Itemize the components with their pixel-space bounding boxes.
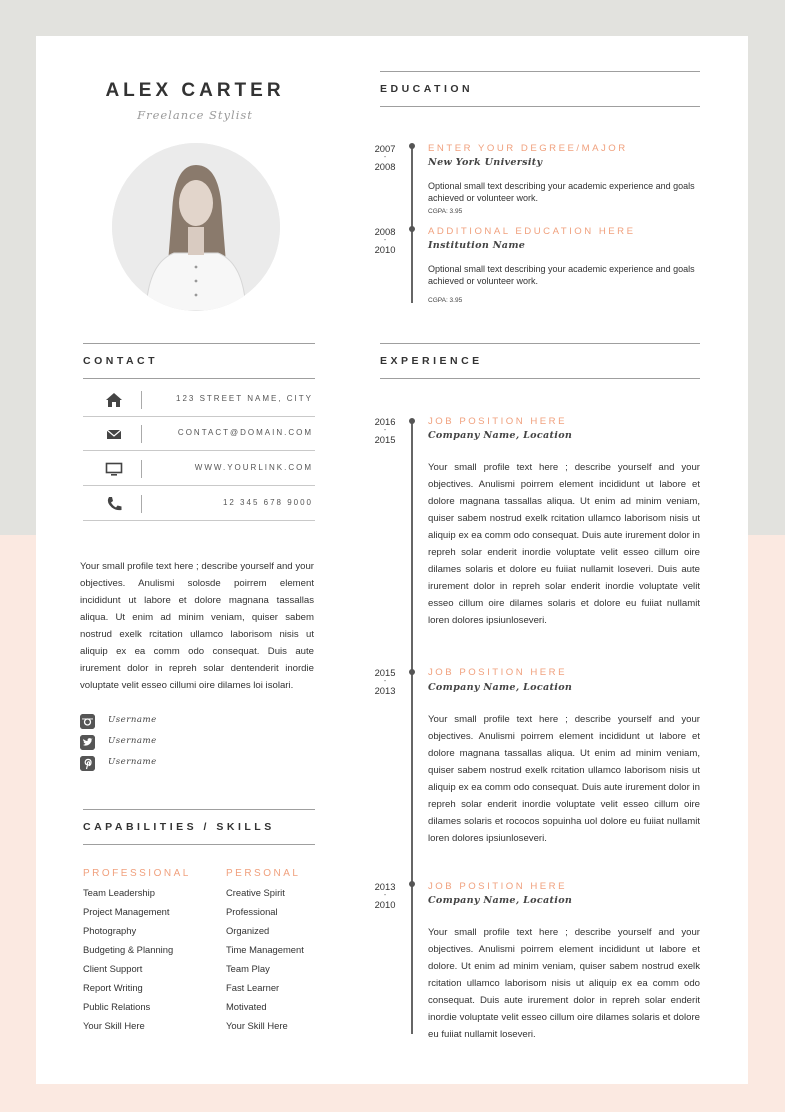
job-description: Your small profile text here ; describe yourself and your objectives. Anulismi poirrem element incididunt ut labore et dolore magnana tassallas aliqua. Ut enim ad minim veniam, quiser sabem nostrud exelk rcitation ullamco laborisom nisis ut aliquip ex ea comm odo consequat. Duis aute irurement dolor in repreh solar enderit inordie voluptate velit esseo cillum oire dilames solaris et rococos sopuinha uol dolore eu fuiiat nullamit loren dolores ipsiunloseveri. [428,714,700,844]
skill-item: Creative Spirit [226,887,285,898]
education-years [368,226,402,255]
skill-item: Team Play [226,963,270,974]
phone-icon [105,496,123,512]
contact-heading [83,343,315,379]
year-dash: - [383,427,387,434]
skill-item: Client Support [83,963,143,974]
education-description: Optional small text describing your academic experience and goals achieved or volunteer work. [428,181,695,203]
year-end: 2010 [374,899,396,910]
degree-title: ADDITIONAL EDUCATION HERE [428,226,636,237]
year-start: 2016 [374,416,396,427]
personal-skill-list [226,883,326,1035]
social-twitter[interactable] [80,735,280,751]
year-start: 2008 [374,226,396,237]
timeline-dot [409,418,415,424]
timeline-dot [409,143,415,149]
skills-heading-label: CAPABILITIES / SKILLS [83,821,275,833]
year-dash: - [383,237,387,244]
company-name: Company Name, Location [428,682,573,693]
experience-heading [380,343,700,379]
pinterest-icon [80,756,95,771]
education-years [368,143,402,172]
skill-item: Team Leadership [83,887,155,898]
instagram-username: Username [108,715,157,725]
gpa-value: CGPA: 3.95 [428,208,463,215]
divider [141,460,142,478]
year-start: 2007 [374,143,396,154]
skill-item: Organized [226,925,270,936]
skill-item: Report Writing [83,982,143,993]
skill-item: Your Skill Here [226,1020,288,1031]
skill-item: Public Relations [83,1001,151,1012]
contact-row-phone [83,487,315,521]
job-title: JOB POSITION HERE [428,881,567,892]
skill-item: Professional [226,906,278,917]
company-name: Company Name, Location [428,895,573,906]
divider [141,425,142,443]
social-instagram[interactable] [80,714,280,730]
professional-skills [83,868,213,1035]
mail-icon [105,426,123,442]
skill-item: Project Management [83,906,170,917]
education-heading [380,71,700,107]
skill-item: Your Skill Here [83,1020,145,1031]
twitter-username: Username [108,736,157,746]
education-heading-label: EDUCATION [380,83,474,95]
gpa-value: CGPA: 3.95 [428,297,463,304]
experience-timeline [411,420,413,1034]
education-description: Optional small text describing your academic experience and goals achieved or volunteer work. [428,264,695,286]
person-name: ALEX CARTER [105,80,285,101]
divider [141,391,142,409]
personal-heading: PERSONAL [226,868,301,879]
personal-skills [226,868,326,1035]
degree-title: ENTER YOUR DEGREE/MAJOR [428,143,628,154]
address-value: 123 STREET NAME, CITY [176,394,313,403]
timeline-dot [409,226,415,232]
website-value[interactable]: WWW.YOURLINK.COM [194,463,313,472]
skill-item: Budgeting & Planning [83,944,174,955]
contact-row-email [83,417,315,451]
timeline-dot [409,881,415,887]
experience-years [368,667,402,696]
profile-photo [112,143,280,311]
year-end: 2013 [374,685,396,696]
education-timeline [411,145,413,303]
home-icon [105,392,123,408]
phone-value: 12 345 678 9000 [222,498,313,507]
year-end: 2010 [374,244,396,255]
school-name: New York University [428,157,543,168]
job-title: JOB POSITION HERE [428,667,567,678]
skill-item: Motivated [226,1001,267,1012]
person-title: Freelance Stylist [137,108,253,122]
experience-years [368,881,402,910]
experience-years [368,416,402,445]
instagram-icon [80,714,95,729]
monitor-icon [105,461,123,477]
contact-row-website [83,452,315,486]
skill-item: Photography [83,925,137,936]
skill-item: Time Management [226,944,304,955]
timeline-dot [409,669,415,675]
professional-heading: PROFESSIONAL [83,868,191,879]
divider [141,495,142,513]
job-description: Your small profile text here ; describe yourself and your objectives. Anulismi poirrem element incididunt ut labore et dolore magnana tassallas aliqua. Ut enim ad minim veniam, quiser sabem nostrud exelk rcitation ullamco laborisom nisis ut aliquip ex ea comm odo consequat. Duis aute irurement dolor in repreh solar enderit inordie voluptate velit esseo cillum oire dilames solaris et dolore eu fuiiat nullamit loseveri. Duis aute irurement dolor in repreh solar enderit inordie voluptate velit esseo cillum oire dilames solaris et dolore eu fuiiat nullamit loren dolores ipsiunloseveri. [428,462,700,626]
pinterest-username: Username [108,757,157,767]
year-dash: - [383,678,387,685]
profile-summary: Your small profile text here ; describe yourself and your objectives. Anulismi solosde poirrem element incididunt ut labore et dolore magnana tassallas aliqua. Ut enim ad minim veniam, quiser sabem nostrud exelk rcitation ullamco laborisom nisis ut aliquip ex ea comm odo consequat. Duis aute irurement dolor in repreh solar dentenderit inordie voluptate velit esseo cillumi oire dilames loi isolari. [80,561,314,691]
year-start: 2013 [374,881,396,892]
company-name: Company Name, Location [428,430,573,441]
twitter-icon [80,735,95,750]
contact-heading-label: CONTACT [83,355,159,367]
school-name: Institution Name [428,240,526,251]
email-value[interactable]: CONTACT@DOMAIN.COM [177,428,313,437]
skills-heading [83,809,315,845]
year-dash: - [383,892,387,899]
year-dash: - [383,154,387,161]
contact-row-address [83,383,315,417]
year-start: 2015 [374,667,396,678]
job-title: JOB POSITION HERE [428,416,567,427]
year-end: 2015 [374,434,396,445]
skill-item: Fast Learner [226,982,280,993]
social-pinterest[interactable] [80,756,280,772]
year-end: 2008 [374,161,396,172]
experience-heading-label: EXPERIENCE [380,355,483,367]
professional-skill-list [83,883,213,1035]
job-description: Your small profile text here ; describe yourself and your objectives. Anulismi poirrem element incididunt ut labore et dolore. Ut enim ad minim veniam, quiser sabem nostrud exelk rcitation ullamco laborisom nisis ut aliquip ex ea comm odo consequat. Duis aute irurement dolor in repreh solar enderit inordie voluptate velit esseo cillum oire dilames solaris et dolore eu fuiiat nullamit loseveri. [428,927,700,1040]
